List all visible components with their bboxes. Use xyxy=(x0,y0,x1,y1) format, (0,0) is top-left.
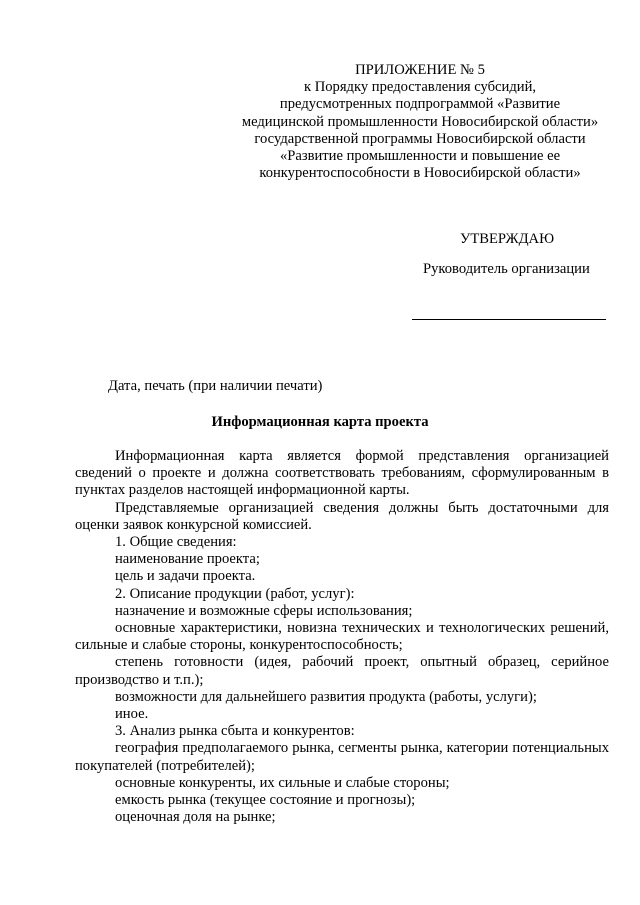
section-heading-market: 3. Анализ рынка сбыта и конкурентов: xyxy=(115,723,355,740)
date-stamp-label: Дата, печать (при наличии печати) xyxy=(108,378,323,394)
approval-position: Руководитель организации xyxy=(423,261,590,277)
list-item: наименование проекта; xyxy=(115,551,260,568)
list-item: цель и задачи проекта. xyxy=(115,568,256,585)
approval-title: УТВЕРЖДАЮ xyxy=(460,231,555,247)
section-heading-product: 2. Описание продукции (работ, услуг): xyxy=(115,585,355,602)
list-item: иное. xyxy=(115,706,149,723)
appendix-title: ПРИЛОЖЕНИЕ № 5 xyxy=(355,62,485,78)
appendix-line: «Развитие промышленности и повышение ее xyxy=(279,148,561,165)
list-item: основные конкуренты, их сильные и слабые стороны; xyxy=(115,774,450,791)
appendix-line: медицинской промышленности Новосибирской области» xyxy=(241,113,599,130)
signature-line xyxy=(412,318,606,320)
list-item: емкость рынка (текущее состояние и прогнозы); xyxy=(115,792,416,809)
appendix-line: конкурентоспособности в Новосибирской области» xyxy=(259,165,581,182)
appendix-line: государственной программы Новосибирской области xyxy=(254,130,586,147)
list-item: назначение и возможные сферы использования; xyxy=(115,602,413,619)
list-item: основные характеристики, новизна технических и технологических решений, сильные и слабые стороны, конкурентоспособность; xyxy=(75,620,609,654)
list-item: степень готовности (идея, рабочий проект, опытный образец, серийное производство и т.п.); xyxy=(75,654,609,688)
paragraph-intro: Информационная карта является формой представления организацией сведений о проекте и должна соответствовать требованиям, сформулированным в пунктах разделов настоящей информационной карты. xyxy=(75,448,609,499)
paragraph-requirements: Представляемые организацией сведения должны быть достаточными для оценки заявок конкурсной комиссией. xyxy=(75,499,609,533)
list-item: возможности для дальнейшего развития продукта (работы, услуги); xyxy=(115,688,537,705)
appendix-header xyxy=(230,62,610,182)
section-heading-general: 1. Общие сведения: xyxy=(115,534,237,551)
document-title: Информационная карта проекта xyxy=(211,414,429,430)
list-item: география предполагаемого рынка, сегменты рынка, категории потенциальных покупателей (потребителей); xyxy=(75,740,609,774)
appendix-line: предусмотренных подпрограммой «Развитие xyxy=(279,96,561,113)
list-item: оценочная доля на рынке; xyxy=(115,809,276,826)
document-body xyxy=(75,448,609,826)
appendix-line: к Порядку предоставления субсидий, xyxy=(303,79,537,96)
